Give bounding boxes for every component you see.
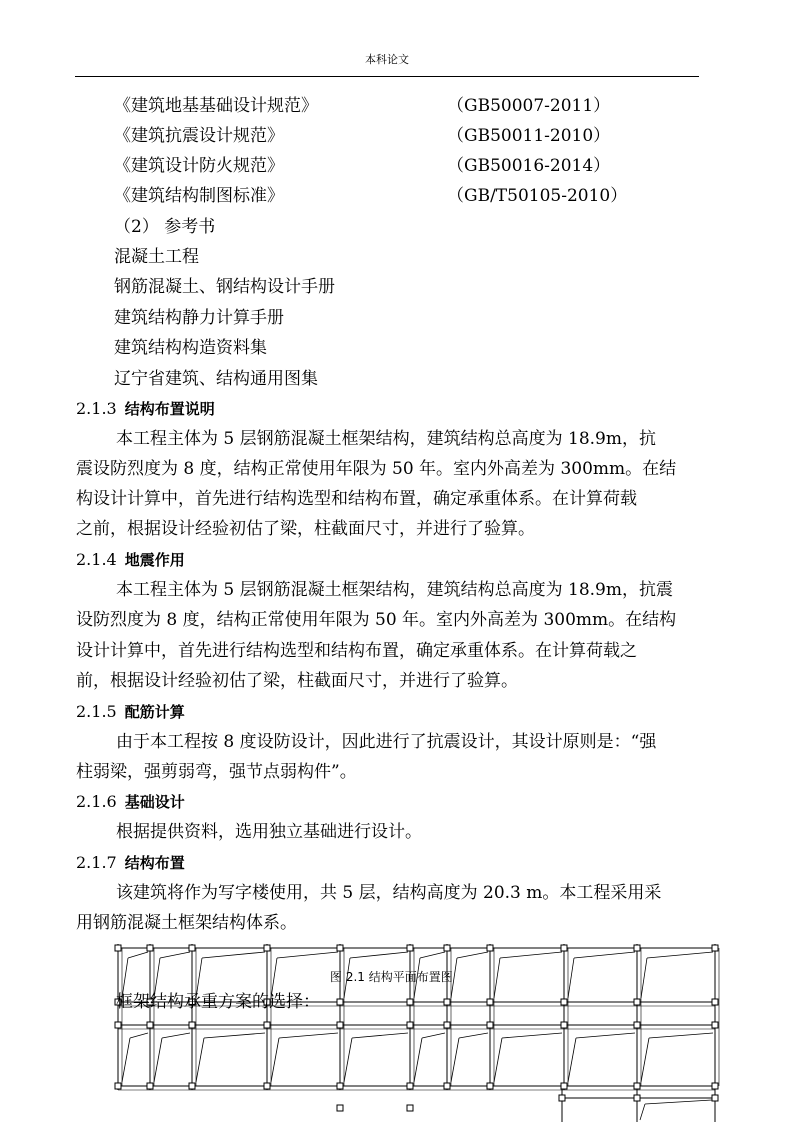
plan-line	[279, 1033, 338, 1038]
plan-column-node	[712, 1022, 718, 1028]
plan-column-node	[712, 999, 718, 1005]
structural-plan-figure	[112, 938, 722, 1122]
plan-column-node	[115, 1083, 121, 1089]
section-heading-2-1-3	[76, 398, 215, 420]
plan-column-node	[487, 945, 493, 951]
plan-column-node	[487, 1022, 493, 1028]
standard-name-4: 《建筑结构制图标准》	[114, 186, 284, 206]
plan-column-node	[712, 945, 718, 951]
plan-line	[459, 1033, 488, 1038]
paragraph-line: 由于本工程按 8 度设防设计，因此进行了抗震设计，其设计原则是：“强	[116, 732, 657, 752]
section-title: 基础设计	[124, 793, 185, 811]
plan-column-node	[147, 1022, 153, 1028]
plan-column-node	[147, 945, 153, 951]
plan-line	[160, 952, 190, 958]
plan-line	[640, 1104, 645, 1120]
plan-line	[130, 1033, 148, 1038]
section-title: 配筋计算	[124, 703, 185, 721]
paragraph-line: 之前，根据设计经验初估了梁，柱截面尺寸，并进行了验算。	[76, 519, 535, 539]
plan-line	[122, 1038, 130, 1082]
section-title: 地震作用	[124, 551, 185, 569]
paragraph-line: 构设计计算中，首先进行结构选型和结构布置，确定承重体系。在计算荷载	[76, 489, 637, 509]
plan-column-node	[407, 945, 413, 951]
structural-plan-drawing	[112, 938, 722, 1122]
plan-column-node	[561, 1083, 567, 1089]
paragraph-line: 本工程主体为 5 层钢筋混凝土框架结构，建筑结构总高度为 18.9m，抗	[116, 429, 656, 449]
plan-line	[344, 1038, 352, 1082]
section-title: 结构布置说明	[124, 400, 215, 418]
plan-column-node	[264, 1083, 270, 1089]
plan-line	[352, 1033, 408, 1038]
standard-code-4: （GB/T50105-2010）	[447, 186, 628, 206]
figure-overlay-text: 框架结构承重方案的选择：	[116, 992, 320, 1012]
paragraph-line: 柱弱梁，强剪弱弯，强节点弱构件”。	[76, 762, 357, 782]
standard-code-1: （GB50007-2011）	[447, 96, 611, 116]
plan-line	[414, 1038, 422, 1082]
paragraph-line: 设计计算中，首先进行结构选型和结构布置，确定承重体系。在计算荷载之	[76, 641, 637, 661]
plan-column-node	[634, 1022, 640, 1028]
plan-line	[162, 1033, 190, 1038]
plan-line	[649, 1033, 713, 1038]
plan-column-node	[444, 945, 450, 951]
plan-column-node	[115, 945, 121, 951]
plan-column-node	[712, 1083, 718, 1089]
plan-line	[128, 952, 148, 958]
plan-column-node	[264, 945, 270, 951]
book-item: 建筑结构构造资料集	[114, 338, 267, 358]
plan-line	[422, 1033, 445, 1038]
section-number: 2.1.3	[76, 399, 117, 418]
plan-line	[641, 1038, 649, 1082]
plan-line	[502, 1033, 562, 1038]
plan-column-node	[337, 1105, 343, 1111]
book-item: 钢筋混凝土、钢结构设计手册	[114, 277, 335, 297]
plan-column-node	[561, 945, 567, 951]
plan-column-node	[407, 999, 413, 1005]
plan-column-node	[444, 999, 450, 1005]
plan-line	[457, 952, 488, 958]
plan-line	[574, 952, 635, 958]
plan-column-node	[712, 1095, 718, 1101]
plan-column-node	[189, 1083, 195, 1089]
paragraph-line: 前，根据设计经验初估了梁，柱截面尺寸，并进行了验算。	[76, 671, 518, 691]
standard-name-1: 《建筑地基基础设计规范》	[114, 96, 318, 116]
standard-name-2: 《建筑抗震设计规范》	[114, 126, 284, 146]
section-heading-2-1-6	[76, 791, 185, 813]
standard-code-3: （GB50016-2014）	[447, 156, 611, 176]
header-rule	[75, 76, 699, 77]
paragraph-line: 用钢筋混凝土框架结构体系。	[76, 913, 297, 933]
plan-line	[154, 1038, 162, 1082]
plan-column-node	[337, 945, 343, 951]
plan-line	[494, 1038, 502, 1082]
section-heading-2-1-5	[76, 701, 185, 723]
plan-line	[350, 952, 408, 958]
paragraph-line: 设防烈度为 8 度，结构正常使用年限为 50 年。室内外高差为 300mm。在结构	[76, 610, 677, 630]
page-header: 本科论文	[365, 53, 409, 66]
section-heading-2-1-4	[76, 549, 185, 571]
figure-caption: 图 2.1 结构平面布置图	[330, 970, 453, 984]
paragraph-line: 本工程主体为 5 层钢筋混凝土框架结构，建筑结构总高度为 18.9m，抗震	[116, 580, 673, 600]
plan-column-node	[634, 1083, 640, 1089]
plan-line	[494, 958, 500, 998]
book-item: 辽宁省建筑、结构通用图集	[114, 369, 318, 389]
plan-column-node	[337, 1083, 343, 1089]
plan-line	[641, 958, 647, 998]
plan-column-node	[189, 1022, 195, 1028]
paragraph-line: 该建筑将作为写字楼使用，共 5 层，结构高度为 20.3 m。本工程采用采	[116, 883, 662, 903]
section-title: 结构布置	[124, 854, 185, 872]
plan-column-node	[407, 1083, 413, 1089]
plan-column-node	[444, 1083, 450, 1089]
plan-column-node	[634, 945, 640, 951]
section-heading-2-1-7	[76, 852, 185, 874]
plan-line	[576, 1033, 635, 1038]
plan-column-node	[561, 999, 567, 1005]
plan-column-node	[189, 945, 195, 951]
plan-line	[451, 1038, 459, 1082]
plan-column-node	[487, 1083, 493, 1089]
books-heading: （2） 参考书	[114, 217, 216, 237]
plan-column-node	[444, 1022, 450, 1028]
plan-column-node	[337, 1022, 343, 1028]
book-item: 建筑结构静力计算手册	[114, 308, 284, 328]
section-number: 2.1.4	[76, 550, 117, 569]
section-number: 2.1.7	[76, 853, 117, 872]
paragraph-line: 根据提供资料，选用独立基础进行设计。	[116, 822, 422, 842]
plan-line	[271, 1038, 279, 1082]
plan-column-node	[634, 999, 640, 1005]
plan-column-node	[115, 1022, 121, 1028]
section-number: 2.1.6	[76, 792, 117, 811]
plan-column-node	[559, 1095, 565, 1101]
book-item: 混凝土工程	[114, 247, 199, 267]
plan-line	[568, 1038, 576, 1082]
plan-line	[196, 1038, 204, 1082]
paragraph-line: 震设防烈度为 8 度，结构正常使用年限为 50 年。室内外高差为 300mm。在结	[76, 459, 677, 479]
plan-column-node	[487, 999, 493, 1005]
plan-line	[202, 952, 265, 958]
plan-line	[277, 952, 338, 958]
plan-line	[645, 1100, 712, 1104]
plan-column-node	[147, 1083, 153, 1089]
plan-line	[204, 1033, 265, 1038]
plan-column-node	[407, 1022, 413, 1028]
section-number: 2.1.5	[76, 702, 117, 721]
plan-line	[647, 952, 713, 958]
plan-line	[568, 958, 574, 998]
plan-column-node	[264, 1022, 270, 1028]
plan-line	[420, 952, 445, 958]
plan-column-node	[561, 1022, 567, 1028]
plan-column-node	[337, 999, 343, 1005]
plan-line	[500, 952, 562, 958]
standard-name-3: 《建筑设计防火规范》	[114, 156, 284, 176]
plan-column-node	[634, 1095, 640, 1101]
plan-column-node	[407, 1105, 413, 1111]
standard-code-2: （GB50011-2010）	[447, 126, 611, 146]
